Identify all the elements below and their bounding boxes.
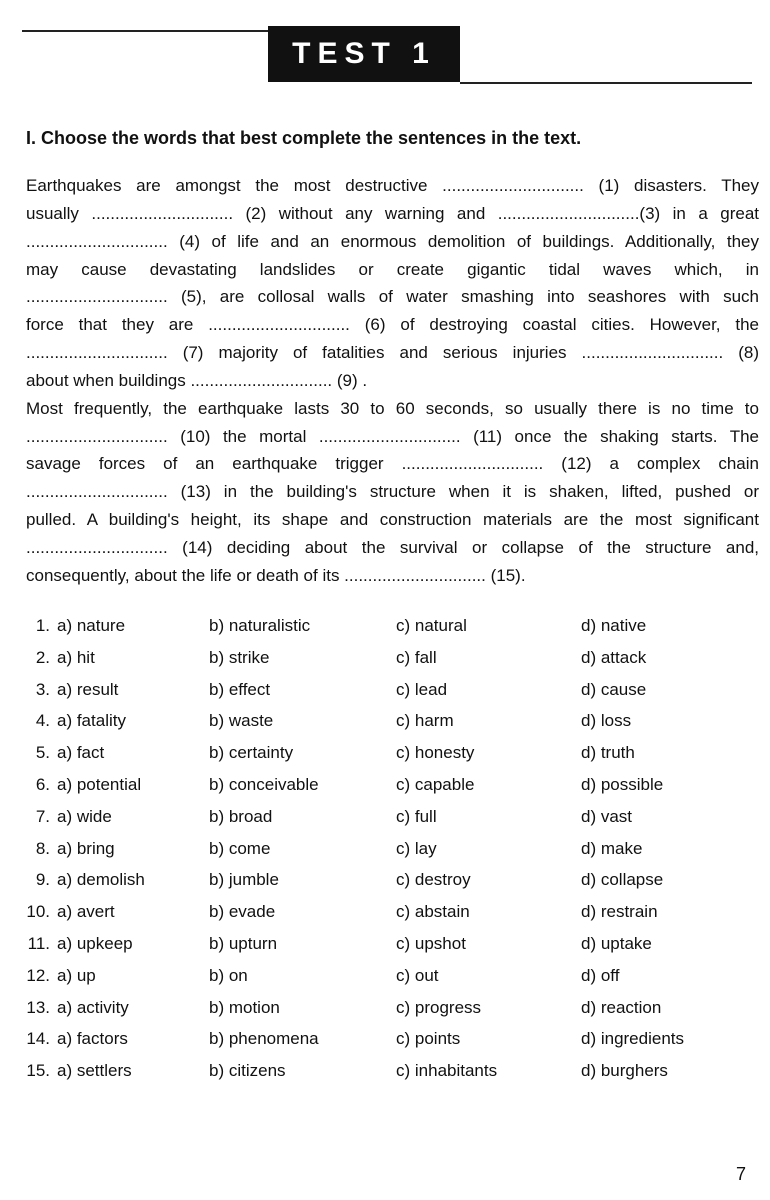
passage-line: .............................. (13) in the building's structure when it is shaken, lifted, pushed or <box>26 482 759 502</box>
passage-line: .............................. (7) majority of fatalities and serious injuries .............................. (8) <box>26 343 759 363</box>
option-d: d) restrain <box>581 902 658 922</box>
option-d: d) vast <box>581 806 633 826</box>
passage-line: about when buildings .............................. (9) . <box>26 370 368 390</box>
option-c: c) destroy <box>396 870 471 890</box>
question-row <box>20 737 750 769</box>
question-number: 14. <box>26 1029 50 1049</box>
question-number: 12. <box>26 965 50 985</box>
passage-line: Most frequently, the earthquake lasts 30 to 60 seconds, so usually there is no time to <box>26 398 759 418</box>
option-d: d) collapse <box>581 870 664 890</box>
passage-line: Earthquakes are amongst the most destructive .............................. (1) disasters. They <box>26 176 759 195</box>
page-number: 7 <box>736 1164 747 1184</box>
question-number: 8. <box>35 838 50 858</box>
passage-line: .............................. (14) deciding about the survival or collapse of the structure and, <box>26 537 759 557</box>
passage-line: consequently, about the life or death of its .............................. (15). <box>26 565 526 585</box>
option-d: d) uptake <box>581 933 652 953</box>
option-c: c) progress <box>396 997 482 1017</box>
option-d: d) reaction <box>581 997 662 1017</box>
option-a: a) factors <box>57 1029 128 1049</box>
option-b: b) on <box>209 965 248 985</box>
option-c: c) abstain <box>396 902 470 922</box>
option-b: b) phenomena <box>209 1029 319 1049</box>
option-b: b) evade <box>209 902 276 922</box>
question-number: 11. <box>27 933 50 953</box>
option-c: c) natural <box>396 616 467 635</box>
option-d: d) native <box>581 616 647 635</box>
question-row <box>20 674 750 706</box>
question-row <box>20 1055 750 1087</box>
option-b: b) certainty <box>209 743 294 763</box>
question-number: 6. <box>35 774 50 794</box>
option-c: c) honesty <box>396 743 475 763</box>
option-b: b) naturalistic <box>209 616 311 635</box>
question-number: 3. <box>35 679 50 699</box>
option-c: c) out <box>396 965 439 985</box>
option-d: d) ingredients <box>581 1029 685 1049</box>
option-b: b) motion <box>209 997 280 1017</box>
question-number: 4. <box>35 711 50 731</box>
passage-line: usually .............................. (2) without any warning and ..............................(3) in a great <box>26 203 759 223</box>
question-row <box>20 769 750 801</box>
option-d: d) burghers <box>581 1061 668 1081</box>
question-row <box>20 705 750 737</box>
option-b: b) waste <box>209 711 274 731</box>
option-c: c) inhabitants <box>396 1061 498 1081</box>
option-a: a) settlers <box>57 1061 132 1081</box>
option-c: c) fall <box>396 647 437 667</box>
question-number: 7. <box>35 806 50 826</box>
option-a: a) activity <box>57 997 129 1017</box>
passage-line: .............................. (10) the mortal .............................. (11) once the shaking starts. The <box>26 426 759 446</box>
option-b: b) upturn <box>209 933 278 953</box>
header-rule-left <box>22 30 268 32</box>
question-row <box>20 642 750 674</box>
question-number: 13. <box>26 997 50 1017</box>
option-b: b) strike <box>209 647 270 667</box>
question-row <box>20 992 750 1024</box>
option-a: a) nature <box>57 616 126 635</box>
instruction-heading: I. Choose the words that best complete the sentences in the text. <box>26 128 582 148</box>
option-c: c) lead <box>396 679 448 699</box>
passage <box>26 172 759 590</box>
option-d: d) make <box>581 838 643 858</box>
option-b: b) jumble <box>209 870 279 890</box>
question-row <box>20 610 750 642</box>
option-b: b) effect <box>209 679 271 699</box>
option-a: a) fact <box>57 743 105 763</box>
option-b: b) broad <box>209 806 273 826</box>
question-row <box>20 801 750 833</box>
option-b: b) conceivable <box>209 774 319 794</box>
question-row <box>20 896 750 928</box>
option-a: a) demolish <box>57 870 145 890</box>
question-number: 1. <box>35 616 50 635</box>
option-a: a) up <box>57 965 96 985</box>
option-a: a) fatality <box>57 711 126 731</box>
option-b: b) come <box>209 838 271 858</box>
question-number: 9. <box>35 870 50 890</box>
passage-line: savage forces of an earthquake trigger .............................. (12) a complex chain <box>26 454 759 474</box>
option-a: a) avert <box>57 902 115 922</box>
option-c: c) harm <box>396 711 454 731</box>
option-b: b) citizens <box>209 1061 286 1081</box>
option-d: d) off <box>581 965 620 985</box>
question-number: 5. <box>35 743 50 763</box>
question-row <box>20 1023 750 1055</box>
question-number: 10. <box>26 902 50 922</box>
question-number: 15. <box>26 1061 50 1081</box>
passage-line: force that they are .............................. (6) of destroying coastal cities. However, the <box>26 315 759 335</box>
question-row <box>20 928 750 960</box>
question-number: 2. <box>35 647 50 667</box>
option-a: a) hit <box>57 647 95 667</box>
option-a: a) upkeep <box>57 933 133 953</box>
option-d: d) truth <box>581 743 635 763</box>
option-d: d) possible <box>581 774 664 794</box>
passage-line: .............................. (4) of life and an enormous demolition of buildings. Additionally, they <box>26 231 759 251</box>
option-a: a) wide <box>57 806 112 826</box>
passage-line: may cause devastating landslides or create gigantic tidal waves which, in <box>26 259 759 279</box>
option-d: d) cause <box>581 679 647 699</box>
answer-options <box>20 610 750 1087</box>
question-row <box>20 864 750 896</box>
header-rule-right <box>460 82 752 84</box>
option-c: c) points <box>396 1029 461 1049</box>
option-c: c) full <box>396 806 437 826</box>
option-a: a) potential <box>57 774 142 794</box>
option-c: c) upshot <box>396 933 466 953</box>
option-d: d) attack <box>581 647 647 667</box>
passage-line: .............................. (5), are collosal walls of water smashing into seashores with such <box>26 287 759 307</box>
question-row <box>20 833 750 865</box>
test-title: TEST 1 <box>268 26 460 82</box>
option-a: a) bring <box>57 838 115 858</box>
option-a: a) result <box>57 679 119 699</box>
passage-line: pulled. A building's height, its shape and construction materials are the most significant <box>26 510 759 530</box>
option-c: c) lay <box>396 838 437 858</box>
question-row <box>20 960 750 992</box>
option-d: d) loss <box>581 711 632 731</box>
option-c: c) capable <box>396 774 475 794</box>
